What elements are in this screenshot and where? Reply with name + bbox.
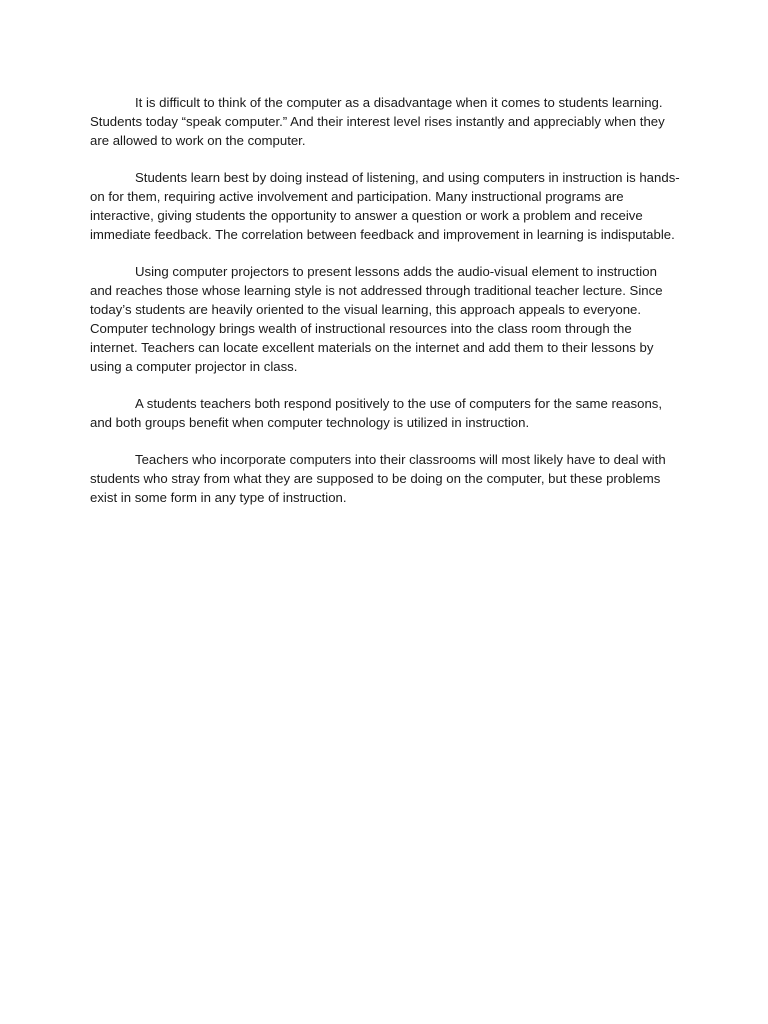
document-page [90, 93, 680, 525]
paragraph-4: A students teachers both respond positively to the use of computers for the same reasons, and both groups benefit when computer technology is utilized in instruction. [90, 396, 663, 430]
paragraph-3: Using computer projectors to present lessons adds the audio-visual element to instruction and reaches those whose learning style is not addressed through traditional teacher lecture. Since today’s students are heavily oriented to the visual learning, this approach appeals to everyone. Computer technology brings wealth of instructional resources into the class room through the internet. Teachers can locate excellent materials on the internet and add them to their lessons by using a computer projector in class. [90, 264, 663, 374]
paragraph-5: Teachers who incorporate computers into their classrooms will most likely have to deal with students who stray from what they are supposed to be doing on the computer, but these problems exist in some form in any type of instruction. [90, 452, 666, 505]
paragraph-1: It is difficult to think of the computer as a disadvantage when it comes to students learning. Students today “speak computer.” And their interest level rises instantly and appreciably when they are allowed to work on the computer. [90, 95, 665, 148]
paragraph-2: Students learn best by doing instead of listening, and using computers in instruction is hands-on for them, requiring active involvement and participation. Many instructional programs are interactive, giving students the opportunity to answer a question or work a problem and receive immediate feedback. The correlation between feedback and improvement in learning is indisputable. [90, 170, 680, 242]
